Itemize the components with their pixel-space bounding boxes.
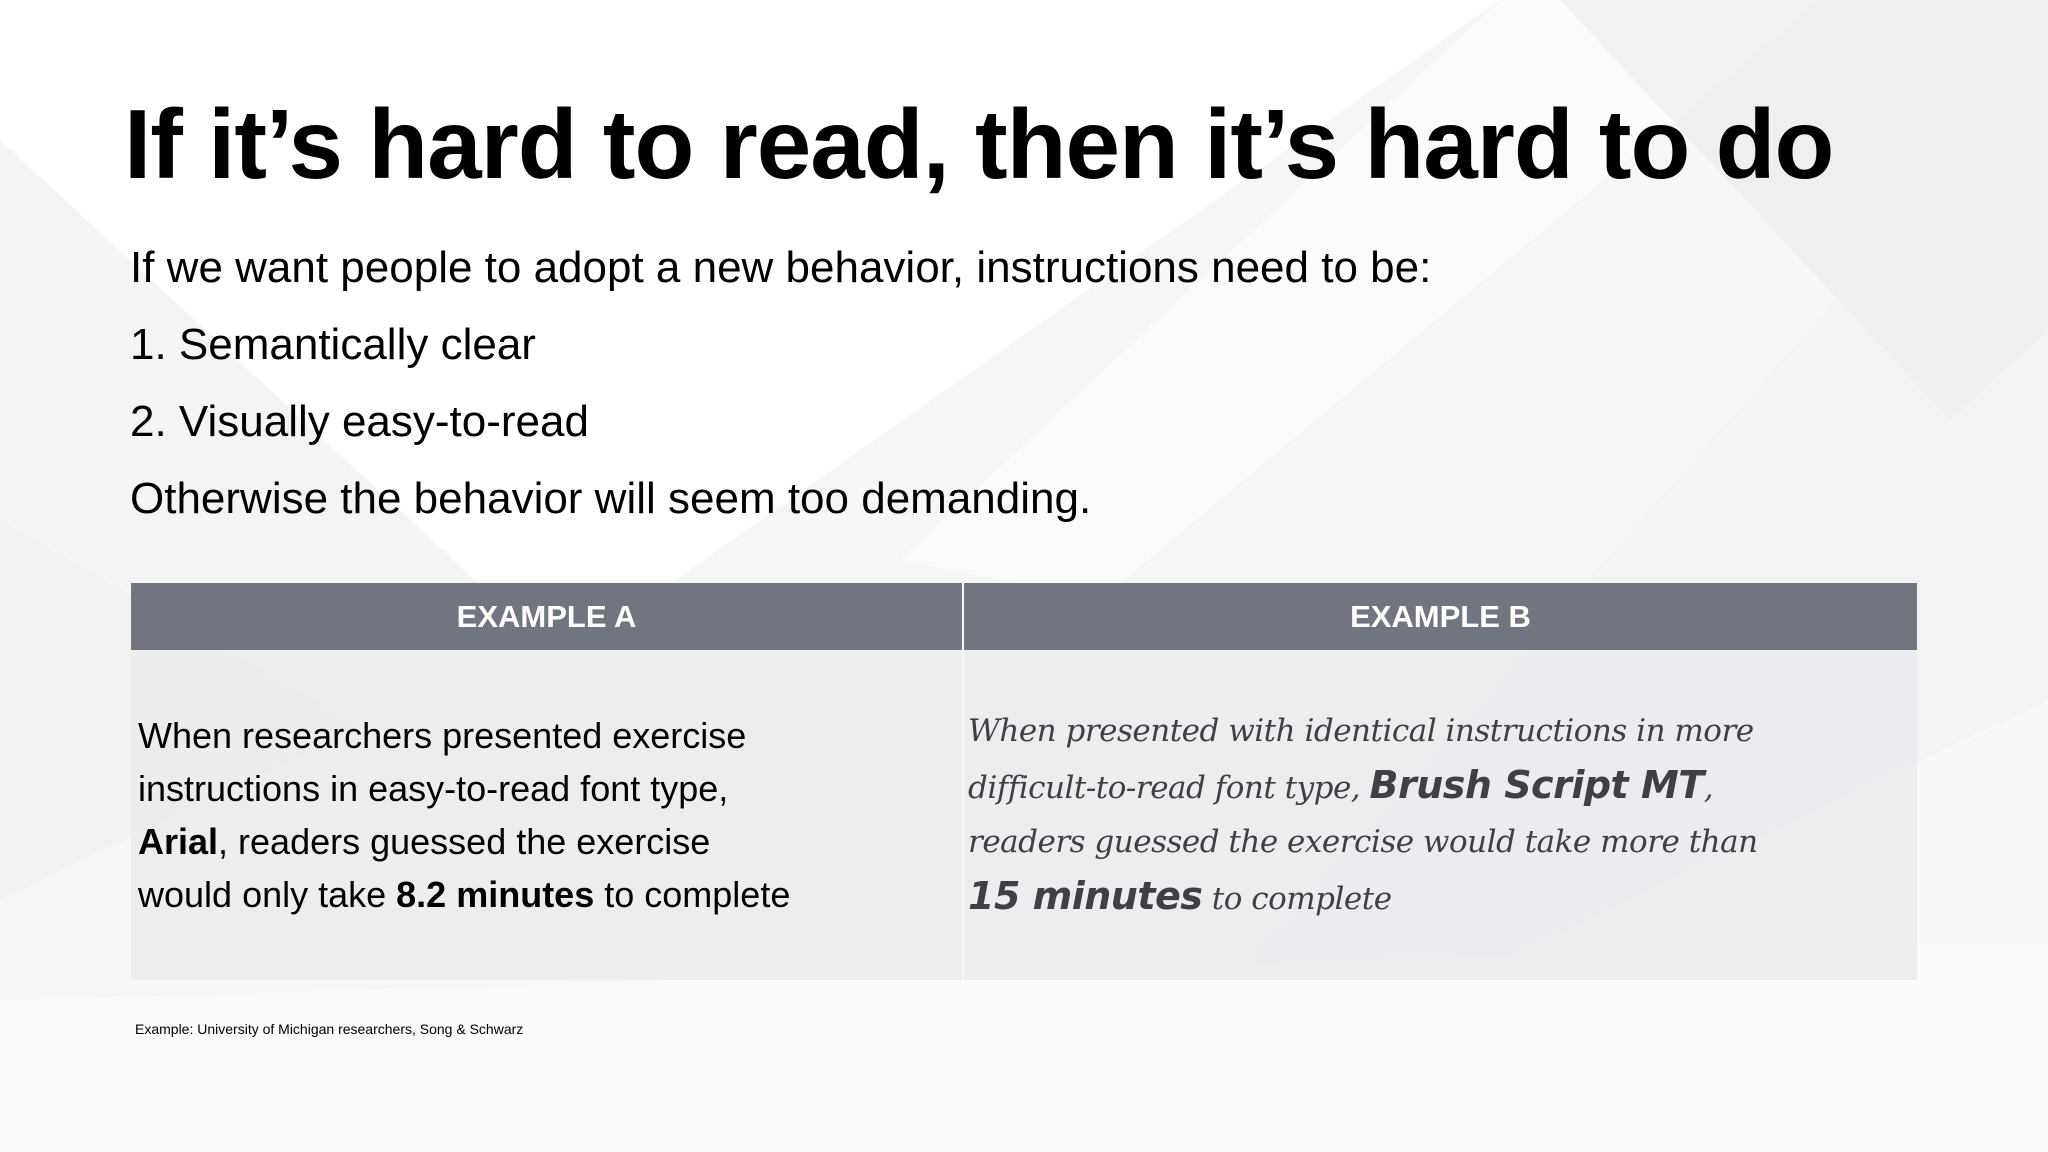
estimated-time-b: 15 minutes: [968, 874, 1203, 918]
header-example-b: EXAMPLE B: [963, 583, 1917, 650]
intro-line: If we want people to adopt a new behavior, instructions need to be:: [130, 243, 1432, 292]
cell-example-b: [963, 650, 1917, 980]
example-a-line: , readers guessed the exercise: [218, 821, 711, 862]
slide-title: If it’s hard to read, then it’s hard to do: [124, 89, 1834, 199]
example-b-line: difficult-to-read font type,: [968, 770, 1370, 806]
example-a-line: instructions in easy-to-read font type,: [138, 768, 729, 809]
example-a-line: to complete: [594, 874, 791, 915]
example-b-line: When presented with identical instructions in more: [968, 713, 1754, 749]
example-a-text: [131, 709, 962, 921]
example-a-line: would only take: [138, 874, 397, 915]
estimated-time-a: 8.2 minutes: [396, 874, 595, 915]
intro-text: [130, 244, 1431, 552]
source-note: Example: University of Michigan researchers, Song & Schwarz: [135, 1021, 524, 1037]
example-b-line: to complete: [1202, 881, 1392, 917]
font-name-brush-script: Brush Script MT: [1369, 763, 1704, 807]
example-b-line: ,: [1703, 770, 1714, 806]
font-name-arial: Arial: [138, 821, 219, 862]
example-a-line: When researchers presented exercise: [138, 715, 747, 756]
example-b-text: [964, 704, 1917, 926]
conclusion-line: Otherwise the behavior will seem too demanding.: [130, 474, 1092, 523]
example-b-line: readers guessed the exercise would take more than: [968, 824, 1758, 860]
examples-table: [131, 583, 1917, 980]
header-example-a: EXAMPLE A: [131, 583, 963, 650]
list-item-semantically-clear: 1. Semantically clear: [130, 320, 536, 369]
list-item-visually-easy: 2. Visually easy-to-read: [130, 397, 589, 446]
cell-example-a: [131, 650, 963, 980]
